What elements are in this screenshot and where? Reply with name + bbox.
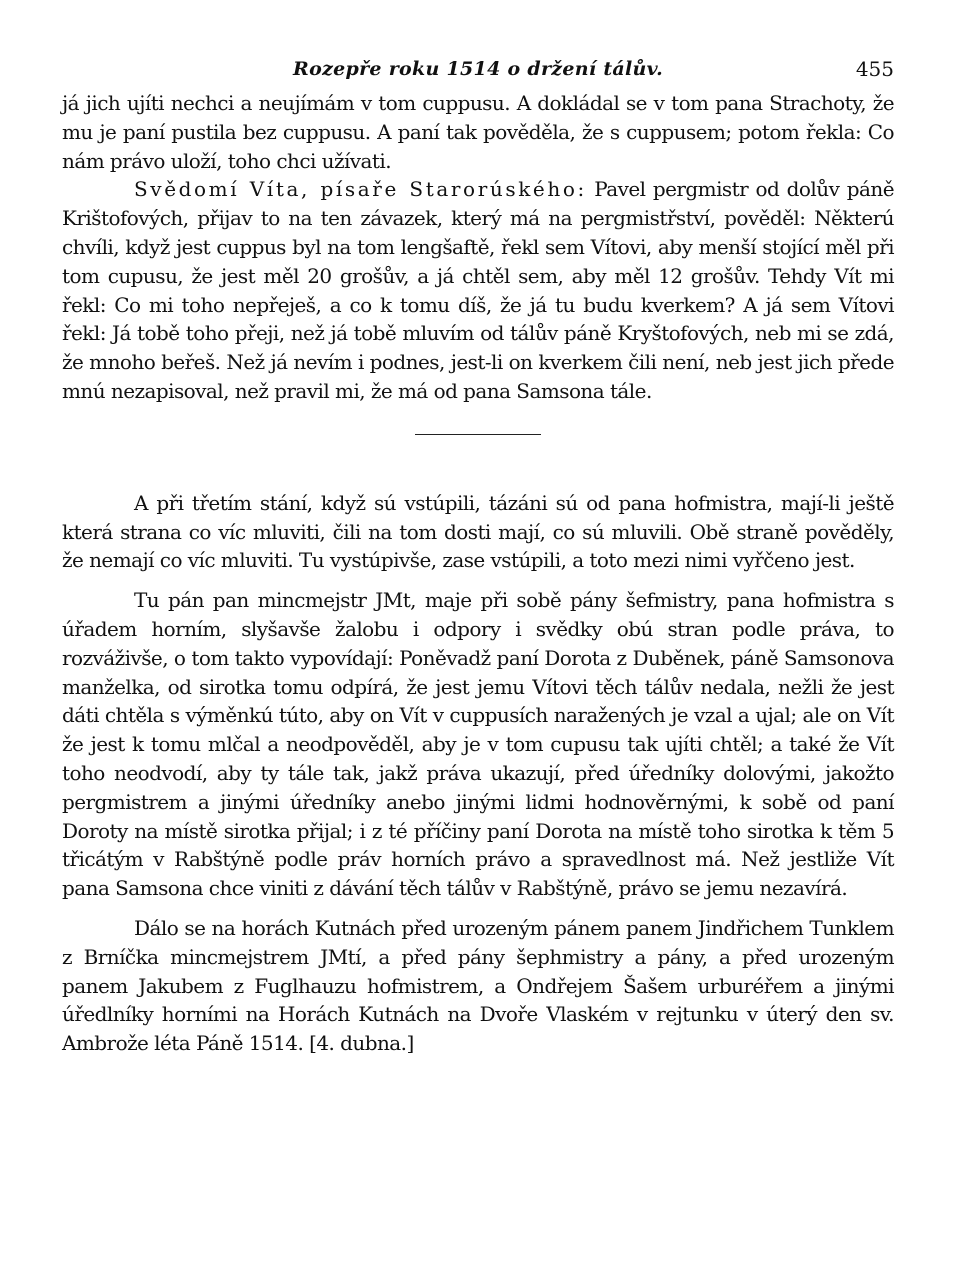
- paragraph-2: [62, 175, 894, 405]
- paragraph-3: A při třetím stání, když sú vstúpili, tázáni sú od pana hofmistra, mají-li ještě která strana co víc mluviti, čili na tom dosti mají, co sú mluvili. Obě straně pověděly, že nemají co víc mluviti. Tu vystúpivše, zase vstúpili, a toto mezi nimi vyřčeno jest.: [62, 490, 894, 573]
- paragraph-5: Dálo se na horách Kutnách před urozeným pánem panem Jindřichem Tunklem z Brníčka mincmejstrem JMtí, a před pány šephmistry a pány, a před urozeným panem Jakubem z Fuglhauzu hofmistrem, a Ondřejem Šašem urburéřem a jinými úředlníky horními na Horách Kutnách na Dvoře Vlaském v rejtunku v úterý den sv. Ambrože léta Páně 1514. [4. dubna.]: [62, 915, 894, 1056]
- running-title: Rozepře roku 1514 o držení tálův.: [293, 58, 663, 80]
- paragraph-1: já jich ujíti nechci a neujímám v tom cuppusu. A dokládal se v tom pana Strachoty, že mu je paní pustila bez cuppusu. A paní tak pověděla, že s cuppusem; potom řekla: Co nám právo uloží, toho chci užívati.: [62, 91, 894, 173]
- witness-heading: Svědomí Víta, písaře Starorúského:: [134, 177, 587, 202]
- running-head: [62, 50, 894, 88]
- section-separator-rule: [415, 434, 541, 435]
- paragraph-2-body: Pavel pergmistr od dolův páně Krištofových, přijav to na ten závazek, který má na pergmistřství, pověděl: Některú chvíli, když jest cuppus byl na tom lengšaftě, řekl sem Vítovi, aby menší stojící měl při tom cupusu, že jest měl 20 grošův, a já chtěl sem, aby měl 12 grošův. Tehdy Vít mi řekl: Co mi toho nepřeješ, a co k tomu díš, že já tu budu kverkem? A já sem Vítovi řekl: Já tobě toho přeji, než já tobě mluvím od tálův páně Kryštofových, neb mi se zdá, že mnoho beřeš. Než já nevím i podnes, jest-li on kverkem čili není, neb jest jich přede mnú nezapisoval, než pravil mi, že má od pana Samsona tále.: [62, 177, 894, 403]
- paragraph-4: Tu pán pan mincmejstr JMt, maje při sobě pány šefmistry, pana hofmistra s úřadem horním, slyšavše žalobu i odpory i svědky obú stran podle práva, to rozváživše, o tom takto vypovídají: Poněvadž paní Dorota z Duběnek, páně Samsonova manželka, od sirotka tomu odpírá, že jest jemu Vítovi těch tálův nedala, nežli že jest dáti chtěla s výměnkú túto, aby on Vít v cuppusích naražených je vzal a ujal; ale on Vít že jest k tomu mlčal a neodpověděl, aby je v tom cupusu tak ujíti chtěl; a také že Vít toho neodvodí, aby ty tále tak, jakž práva ukazují, před úředníky dolovými, jakožto pergmistrem a jinými úředníky anebo jinými lidmi hodnověrnými, k sobě od paní Doroty na místě sirotka přijal; i z té příčiny paní Dorota na místě toho sirotka k těm 5 třicátým v Rabštýně podle práv horních právo a spravedlnost má. Než jestliže Vít pana Samsona chce viniti z dávání těch tálův v Rabštýně, právo se jemu nezavírá.: [62, 588, 894, 901]
- page-number: 455: [855, 57, 894, 81]
- book-page: [62, 50, 894, 1058]
